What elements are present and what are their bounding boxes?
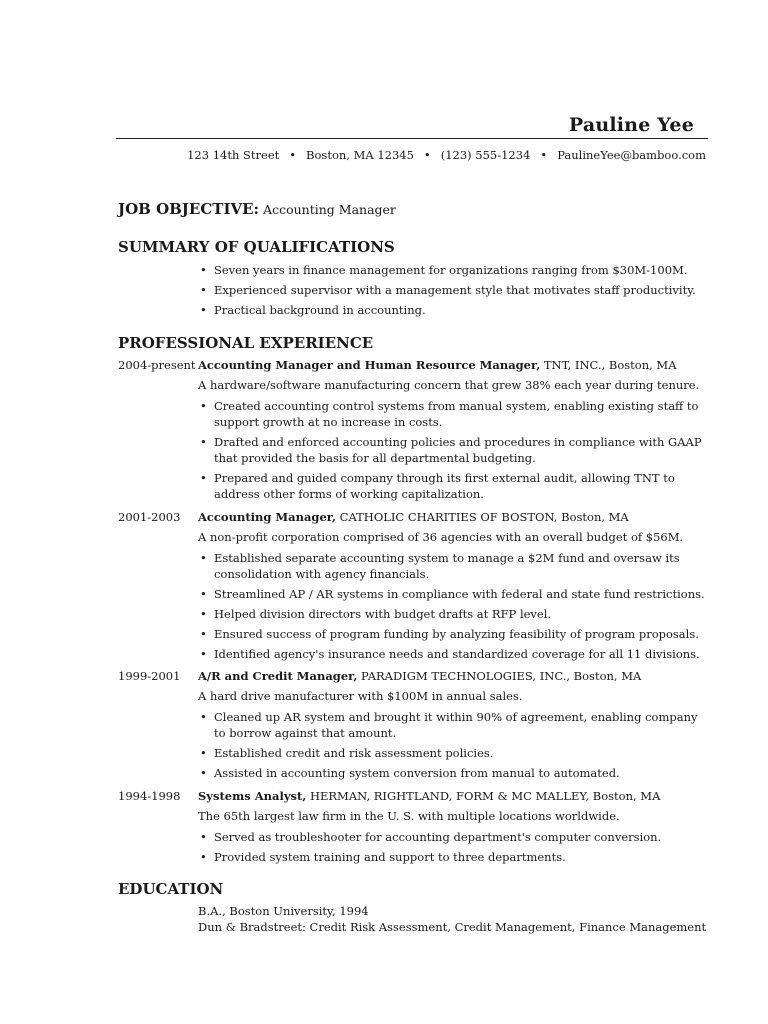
education-certificates: Dun & Bradstreet: Credit Risk Assessment, Credit Management, Finance Management <box>198 920 707 934</box>
header-rule <box>116 138 708 139</box>
job-bullet: • Drafted and enforced accounting policies and procedures in compliance with GAAP that provided the basis for all departmental budgeting. <box>198 434 708 466</box>
job-title: A/R and Credit Manager, <box>198 669 358 683</box>
job-dates: 1999-2001 <box>118 669 181 683</box>
job-description: A hard drive manufacturer with $100M in annual sales. <box>198 689 523 703</box>
contact-line <box>187 148 706 162</box>
job-description: A non-profit corporation comprised of 36 agencies with an overall budget of $56M. <box>198 530 684 544</box>
job-bullets <box>198 709 708 785</box>
summary-list <box>198 262 708 322</box>
summary-heading: SUMMARY OF QUALIFICATIONS <box>118 238 395 256</box>
job-heading <box>198 358 677 372</box>
job-bullet: • Cleaned up AR system and brought it within 90% of agreement, enabling company to borrow against that amount. <box>198 709 708 741</box>
separator-dot: • <box>289 148 297 162</box>
contact-email: PaulineYee@bamboo.com <box>557 148 706 162</box>
objective-value: Accounting Manager <box>263 202 396 217</box>
job-dates: 2004-present <box>118 358 196 372</box>
job-employer: CATHOLIC CHARITIES OF BOSTON, Boston, MA <box>339 510 629 524</box>
summary-item: • Experienced supervisor with a management style that motivates staff productivity. <box>198 282 708 298</box>
job-bullet: • Provided system training and support to three departments. <box>198 849 708 865</box>
objective-label: JOB OBJECTIVE: <box>118 200 260 218</box>
job-bullet: • Streamlined AP / AR systems in compliance with federal and state fund restrictions. <box>198 586 708 602</box>
job-employer: HERMAN, RIGHTLAND, FORM & MC MALLEY, Boston, MA <box>309 789 661 803</box>
job-bullet: • Created accounting control systems from manual system, enabling existing staff to support growth at no increase in costs. <box>198 398 708 430</box>
job-dates: 1994-1998 <box>118 789 181 803</box>
job-bullet: • Established separate accounting system to manage a $2M fund and oversaw its consolidation with agency financials. <box>198 550 708 582</box>
job-heading <box>198 789 660 803</box>
job-heading <box>198 510 629 524</box>
summary-item: • Seven years in finance management for organizations ranging from $30M-100M. <box>198 262 708 278</box>
job-bullets <box>198 829 708 869</box>
separator-dot: • <box>540 148 548 162</box>
job-heading <box>198 669 641 683</box>
job-description: The 65th largest law firm in the U. S. with multiple locations worldwide. <box>198 809 620 823</box>
job-title: Systems Analyst, <box>198 789 307 803</box>
job-bullet: • Established credit and risk assessment policies. <box>198 745 708 761</box>
separator-dot: • <box>423 148 431 162</box>
contact-address: 123 14th Street <box>187 148 280 162</box>
job-bullet: • Assisted in accounting system conversion from manual to automated. <box>198 765 708 781</box>
job-bullets <box>198 398 708 506</box>
summary-item: • Practical background in accounting. <box>198 302 708 318</box>
job-bullet: • Helped division directors with budget drafts at RFP level. <box>198 606 708 622</box>
experience-heading: PROFESSIONAL EXPERIENCE <box>118 334 374 352</box>
job-bullet: • Identified agency's insurance needs and standardized coverage for all 11 divisions. <box>198 646 708 662</box>
job-dates: 2001-2003 <box>118 510 181 524</box>
job-bullet: • Served as troubleshooter for accounting department's computer conversion. <box>198 829 708 845</box>
job-description: A hardware/software manufacturing concern that grew 38% each year during tenure. <box>198 378 700 392</box>
job-objective <box>118 200 396 218</box>
job-title: Accounting Manager, <box>198 510 336 524</box>
education-degree: B.A., Boston University, 1994 <box>198 904 369 918</box>
contact-phone: (123) 555-1234 <box>440 148 531 162</box>
job-bullets <box>198 550 708 666</box>
candidate-name: Pauline Yee <box>568 114 694 136</box>
education-heading: EDUCATION <box>118 880 224 898</box>
job-employer: TNT, INC., Boston, MA <box>543 358 677 372</box>
job-bullet: • Ensured success of program funding by analyzing feasibility of program proposals. <box>198 626 708 642</box>
contact-city: Boston, MA 12345 <box>306 148 414 162</box>
job-bullet: • Prepared and guided company through its first external audit, allowing TNT to address other forms of working capitalization. <box>198 470 708 502</box>
job-employer: PARADIGM TECHNOLOGIES, INC., Boston, MA <box>361 669 642 683</box>
job-title: Accounting Manager and Human Resource Manager, <box>198 358 541 372</box>
